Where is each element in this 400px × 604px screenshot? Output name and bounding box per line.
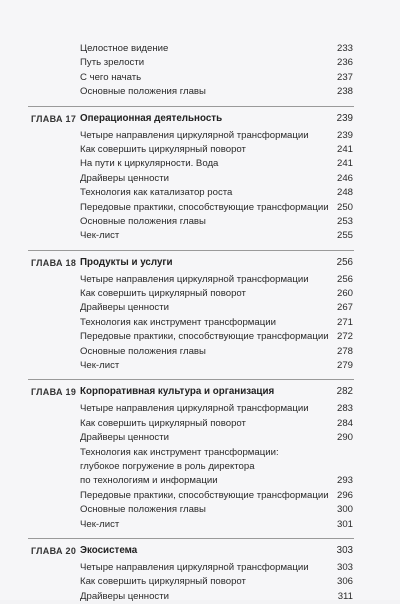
toc-entry-page: 278 bbox=[336, 345, 353, 357]
toc-entry-page: 300 bbox=[336, 504, 353, 516]
toc-entry[interactable] bbox=[0, 518, 400, 532]
toc-entry[interactable] bbox=[0, 330, 400, 344]
toc-entry-page: 303 bbox=[336, 561, 353, 573]
toc-entry-page: 253 bbox=[336, 215, 353, 227]
toc-entry[interactable] bbox=[0, 575, 400, 589]
chapter-number: ГЛАВА 18 bbox=[31, 257, 77, 268]
chapter-page: 282 bbox=[336, 386, 353, 398]
toc-entry-title: Целостное видение bbox=[80, 43, 169, 54]
chapter-number: ГЛАВА 20 bbox=[31, 545, 77, 556]
toc-entry[interactable] bbox=[0, 402, 400, 416]
toc-entry-title: Чек-лист bbox=[80, 360, 120, 372]
toc-entry[interactable] bbox=[0, 186, 400, 200]
toc-entry-page: 283 bbox=[336, 403, 353, 415]
toc-entry-page: 267 bbox=[336, 302, 353, 314]
toc-entry[interactable] bbox=[0, 460, 400, 474]
chapter-section bbox=[0, 545, 400, 604]
chapter-section bbox=[0, 113, 400, 244]
toc-entry[interactable] bbox=[0, 287, 400, 301]
toc-entry-page: 248 bbox=[336, 187, 353, 199]
toc-entry[interactable] bbox=[0, 56, 400, 70]
chapter-heading[interactable] bbox=[0, 386, 400, 402]
chapter-number: ГЛАВА 19 bbox=[31, 387, 77, 398]
toc-entry[interactable] bbox=[0, 474, 400, 488]
toc-entry[interactable] bbox=[0, 561, 400, 575]
toc-entry-page: 239 bbox=[336, 129, 353, 141]
toc-entry-page: 290 bbox=[336, 432, 353, 444]
toc-entry-title: Передовые практики, способствующие трансформации bbox=[80, 201, 329, 213]
chapter-title: Экосистема bbox=[80, 544, 138, 556]
table-of-contents bbox=[0, 42, 400, 604]
toc-entry-title: Как совершить циркулярный поворот bbox=[80, 143, 246, 155]
toc-entry-page: 236 bbox=[336, 57, 353, 69]
toc-entry-title: Как совершить циркулярный поворот bbox=[80, 417, 246, 429]
toc-entry-page: 256 bbox=[336, 273, 353, 285]
toc-entry[interactable] bbox=[0, 316, 400, 330]
toc-entry[interactable] bbox=[0, 359, 400, 373]
toc-entry-title: Основные положения главы bbox=[80, 86, 206, 98]
toc-entry-page: 311 bbox=[337, 590, 353, 602]
toc-entry[interactable] bbox=[0, 129, 400, 143]
toc-entry-page: 241 bbox=[336, 158, 353, 170]
toc-entry-title: Основные положения главы bbox=[80, 215, 206, 227]
toc-entry-page: 246 bbox=[336, 172, 353, 184]
chapter-section bbox=[0, 257, 400, 374]
chapter-title: Корпоративная культура и организация bbox=[80, 386, 275, 398]
toc-entry[interactable] bbox=[0, 157, 400, 171]
toc-entry[interactable] bbox=[0, 172, 400, 186]
toc-entry[interactable] bbox=[0, 85, 400, 99]
toc-entry-title: Технология как катализатор роста bbox=[80, 187, 233, 199]
toc-entry[interactable] bbox=[0, 301, 400, 315]
toc-entry[interactable] bbox=[0, 143, 400, 157]
toc-entry-title: Драйверы ценности bbox=[80, 432, 169, 444]
chapter-title: Продукты и услуги bbox=[80, 256, 173, 268]
toc-entry-title: С чего начать bbox=[80, 71, 142, 83]
chapter-section bbox=[0, 386, 400, 532]
chapter-number: ГЛАВА 17 bbox=[31, 113, 77, 124]
toc-entry-page: 233 bbox=[336, 43, 353, 54]
toc-entry[interactable] bbox=[0, 215, 400, 229]
toc-entry[interactable] bbox=[0, 345, 400, 359]
toc-entry[interactable] bbox=[0, 229, 400, 243]
toc-entry[interactable] bbox=[0, 503, 400, 517]
toc-entry-title: глубокое погружение в роль директора bbox=[80, 460, 255, 472]
chapter-divider bbox=[28, 379, 354, 380]
toc-entry-title: Технология как инструмент трансформации bbox=[80, 316, 276, 328]
toc-entry-page: 306 bbox=[336, 576, 353, 588]
toc-entry-title: Основные положения главы bbox=[80, 504, 206, 516]
toc-entry-page: 296 bbox=[336, 489, 353, 501]
toc-entry-page: 237 bbox=[336, 71, 353, 83]
toc-entry-title: Драйверы ценности bbox=[80, 172, 169, 184]
toc-entry-title: Драйверы ценности bbox=[80, 590, 169, 602]
toc-entry-title: Передовые практики, способствующие трансформации bbox=[80, 489, 329, 501]
toc-entry-title: Чек-лист bbox=[80, 230, 120, 242]
toc-entry-title: Чек-лист bbox=[80, 518, 120, 530]
chapter-page: 256 bbox=[336, 256, 353, 268]
chapter-divider bbox=[28, 538, 354, 539]
toc-entry-title: На пути к циркулярности. Вода bbox=[80, 158, 219, 170]
toc-entry-page: 293 bbox=[336, 475, 353, 487]
toc-entry-title: Четыре направления циркулярной трансформации bbox=[80, 403, 309, 415]
toc-entry[interactable] bbox=[0, 417, 400, 431]
toc-entry[interactable] bbox=[0, 431, 400, 445]
chapter-heading[interactable] bbox=[0, 113, 400, 129]
chapter-divider bbox=[28, 250, 354, 251]
toc-entry[interactable] bbox=[0, 42, 400, 56]
toc-entry[interactable] bbox=[0, 446, 400, 460]
chapter-page: 303 bbox=[336, 544, 353, 556]
intro-section bbox=[0, 42, 400, 100]
toc-entry-page: 260 bbox=[336, 288, 353, 300]
toc-entry-page: 301 bbox=[336, 518, 353, 530]
chapter-heading[interactable] bbox=[0, 257, 400, 273]
toc-entry-title: Путь зрелости bbox=[80, 57, 145, 69]
toc-entry[interactable] bbox=[0, 590, 400, 604]
toc-entry[interactable] bbox=[0, 201, 400, 215]
toc-entry-page: 250 bbox=[336, 201, 353, 213]
toc-entry-title: по технологиям и информации bbox=[80, 475, 218, 487]
toc-entry-page: 238 bbox=[336, 86, 353, 98]
chapter-heading[interactable] bbox=[0, 545, 400, 561]
toc-entry-title: Передовые практики, способствующие трансформации bbox=[80, 331, 329, 343]
chapter-title: Операционная деятельность bbox=[80, 112, 223, 124]
toc-entry-title: Основные положения главы bbox=[80, 345, 206, 357]
toc-entry-page: 241 bbox=[336, 143, 353, 155]
toc-entry[interactable] bbox=[0, 273, 400, 287]
toc-entry-title: Технология как инструмент трансформации: bbox=[80, 446, 279, 458]
toc-entry-title: Четыре направления циркулярной трансформации bbox=[80, 129, 309, 141]
toc-entry-title: Четыре направления циркулярной трансформации bbox=[80, 273, 309, 285]
toc-entry[interactable] bbox=[0, 71, 400, 85]
toc-entry-title: Как совершить циркулярный поворот bbox=[80, 576, 246, 588]
toc-entry-title: Четыре направления циркулярной трансформации bbox=[80, 561, 309, 573]
toc-entry-title: Как совершить циркулярный поворот bbox=[80, 288, 246, 300]
toc-entry[interactable] bbox=[0, 489, 400, 503]
toc-entry-page: 284 bbox=[336, 417, 353, 429]
chapter-page: 239 bbox=[336, 112, 353, 124]
toc-entry-page: 279 bbox=[336, 360, 353, 372]
toc-entry-page: 272 bbox=[336, 331, 353, 343]
chapter-divider bbox=[28, 106, 354, 107]
toc-entry-page: 271 bbox=[336, 316, 353, 328]
toc-entry-title: Драйверы ценности bbox=[80, 302, 169, 314]
toc-entry-page: 255 bbox=[336, 230, 353, 242]
